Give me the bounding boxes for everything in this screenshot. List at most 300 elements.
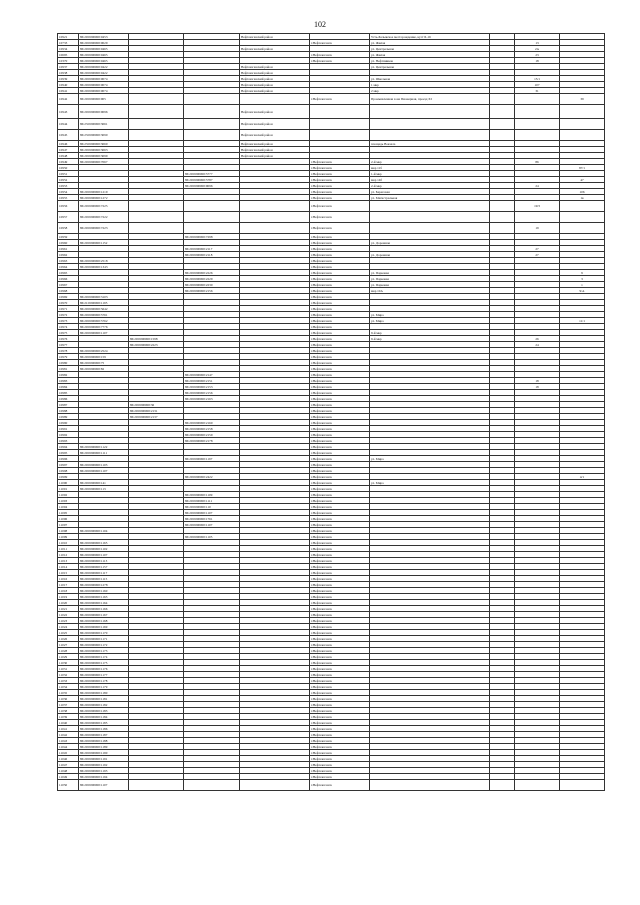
cadastral-number-a-cell: 86:20:0000000:1179 <box>79 684 129 690</box>
cadastral-number-a-cell: 86:20:0000000:1113 <box>79 558 129 564</box>
cadastral-number-a-cell: 86:23:0000000:3061 <box>79 119 129 130</box>
cadastral-number-a-cell: 86:20:0000000:1160 <box>79 588 129 594</box>
address-cell: ул. Мира <box>370 318 490 324</box>
cadastral-number-a-cell: 86:20:0000000:5762 <box>79 318 129 324</box>
city-cell: г.Нефтеюганск <box>310 528 370 534</box>
table-row <box>58 105 605 119</box>
row-number-cell: 11008 <box>58 528 79 534</box>
cadastral-number-a-cell: 86:20:0000000:1181 <box>79 696 129 702</box>
city-cell: г.Нефтеюганск <box>310 624 370 630</box>
row-number-cell: 10988 <box>58 408 79 414</box>
city-cell: г.Нефтеюганск <box>310 426 370 432</box>
row-number-cell: 11005 <box>58 510 79 516</box>
city-cell: г.Нефтеюганск <box>310 390 370 396</box>
district-cell <box>240 201 310 212</box>
cadastral-number-a-cell: 86:20:0000000:1185 <box>79 720 129 726</box>
row-number-cell: 10951 <box>58 171 79 177</box>
cadastral-number-a-cell: 86:20:0000000:1171 <box>79 636 129 642</box>
city-cell: г.Нефтеюганск <box>310 384 370 390</box>
city-cell: г.Нефтеюганск <box>310 456 370 462</box>
cadastral-number-c-cell: 86:20:0000000:5787 <box>184 177 240 183</box>
cadastral-number-c-cell: 86:20:0000000:2147 <box>184 372 240 378</box>
city-cell: г.Нефтеюганск <box>310 420 370 426</box>
cadastral-number-a-cell: 86:20:0000000:1157 <box>79 564 129 570</box>
city-cell: г.Нефтеюганск <box>310 288 370 294</box>
city-cell: г.Нефтеюганск <box>310 52 370 58</box>
cadastral-number-a-cell: 86:23:0000000:3090 <box>79 130 129 141</box>
city-cell: г.Нефтеюганск <box>310 546 370 552</box>
city-cell: г.Нефтеюганск <box>310 726 370 732</box>
cadastral-number-a-cell: 86:20:0000000:7223 <box>79 223 129 234</box>
city-cell <box>310 105 370 119</box>
cadastral-number-a-cell: 86:20:0000000:82 <box>79 366 129 372</box>
extra-cell <box>490 212 515 223</box>
table-row <box>58 201 605 212</box>
city-cell <box>310 130 370 141</box>
house-number-cell: 19/3 <box>515 201 560 212</box>
table-row <box>58 223 605 234</box>
cadastral-number-c-cell <box>184 780 240 791</box>
extra-cell <box>490 105 515 119</box>
district-cell <box>240 94 310 105</box>
row-number-cell: 10981 <box>58 366 79 372</box>
city-cell: г.Нефтеюганск <box>310 606 370 612</box>
cadastral-number-a-cell: 86:20:0000000:1182 <box>79 702 129 708</box>
row-number-cell: 11035 <box>58 690 79 696</box>
cadastral-number-a-cell: 86:20:0000000:1178 <box>79 678 129 684</box>
address-cell <box>370 201 490 212</box>
city-cell: г.Нефтеюганск <box>310 360 370 366</box>
cadastral-number-c-cell: 86:20:0000000:2158 <box>184 426 240 432</box>
district-cell <box>240 780 310 791</box>
city-cell: г.Нефтеюганск <box>310 750 370 756</box>
row-number-cell: 10976 <box>58 336 79 342</box>
building-number-cell <box>560 212 605 223</box>
row-number-cell: 11003 <box>58 498 79 504</box>
cadastral-number-b-cell: 86:20:0000000:36 <box>129 402 184 408</box>
house-number-cell <box>515 105 560 119</box>
city-cell: г.Нефтеюганск <box>310 276 370 282</box>
table-row <box>58 212 605 223</box>
table-row <box>58 130 605 141</box>
cadastral-number-a-cell: 86:20:0000000:0453 <box>79 34 129 40</box>
city-cell: г.Нефтеюганск <box>310 582 370 588</box>
city-cell: г.Нефтеюганск <box>310 318 370 324</box>
city-cell: г.Нефтеюганск <box>310 366 370 372</box>
city-cell: г.Нефтеюганск <box>310 40 370 46</box>
row-number-cell: 11044 <box>58 744 79 750</box>
district-cell: Нефтеюганский район <box>240 105 310 119</box>
cadastral-number-a-cell: 86:20:0000000:2518 <box>79 258 129 264</box>
city-cell: г.Нефтеюганск <box>310 714 370 720</box>
city-cell: г.Нефтеюганск <box>310 492 370 498</box>
building-number-cell: 4/1 <box>560 474 605 480</box>
cadastral-number-c-cell <box>184 130 240 141</box>
city-cell: г.Нефтеюганск <box>310 414 370 420</box>
city-cell: г.Нефтеюганск <box>310 564 370 570</box>
city-cell: г.Нефтеюганск <box>310 444 370 450</box>
cadastral-number-a-cell: 86:20:0000000:1107 <box>79 330 129 336</box>
cadastral-number-a-cell: 86:20:0000000:1167 <box>79 612 129 618</box>
district-cell: Нефтеюганский район <box>240 64 310 70</box>
city-cell: г.Нефтеюганск <box>310 195 370 201</box>
cadastral-number-c-cell: 86:20:0000000:110 <box>184 504 240 510</box>
cadastral-number-c-cell: 86:20:0000000:1109 <box>184 492 240 498</box>
row-number-cell: 10991 <box>58 426 79 432</box>
building-number-cell: 3 <box>560 276 605 282</box>
city-cell: г.Нефтеюганск <box>310 768 370 774</box>
city-cell: г.Нефтеюганск <box>310 306 370 312</box>
cadastral-number-a-cell: 86:20:0000000:1186 <box>79 726 129 732</box>
address-cell: ул. Парковая <box>370 270 490 276</box>
cadastral-number-a-cell: 86:20:0000000:1187 <box>79 732 129 738</box>
building-number-cell: 39 <box>560 94 605 105</box>
house-number-cell: 18 <box>515 58 560 64</box>
extra-cell <box>490 780 515 791</box>
building-number-cell: 106 <box>560 189 605 195</box>
row-number-cell: 10950 <box>58 165 79 171</box>
city-cell: г.Нефтеюганск <box>310 300 370 306</box>
row-number-cell: 11037 <box>58 702 79 708</box>
cadastral-number-a-cell: 86:20:0000000:1343 <box>79 264 129 270</box>
cadastral-number-a-cell: 86:20:0000000:0465 <box>79 52 129 58</box>
city-cell: г.Нефтеюганск <box>310 570 370 576</box>
city-cell: г.Нефтеюганск <box>310 348 370 354</box>
row-number-cell: 10733 <box>58 40 79 46</box>
row-number-cell: 11043 <box>58 738 79 744</box>
city-cell: г.Нефтеюганск <box>310 438 370 444</box>
cadastral-number-a-cell: 86:20:0000000:1103 <box>79 462 129 468</box>
cadastral-number-a-cell: 86:20:0000000:1173 <box>79 648 129 654</box>
row-number-cell: 11031 <box>58 666 79 672</box>
cadastral-number-a-cell: 86:20:0000000:0465 <box>79 58 129 64</box>
row-number-cell: 10987 <box>58 402 79 408</box>
city-cell: г.Нефтеюганск <box>310 201 370 212</box>
address-cell: ул. Дорожная <box>370 252 490 258</box>
cadastral-number-a-cell: 86:20:0000000:1192 <box>79 762 129 768</box>
cadastral-number-a-cell: 86:20:0000000:2524 <box>79 348 129 354</box>
cadastral-number-a-cell: 86:20:0000000:0465 <box>79 46 129 52</box>
city-cell: г.Нефтеюганск <box>310 294 370 300</box>
address-cell: мкр 11б <box>370 165 490 171</box>
row-number-cell: 11006 <box>58 516 79 522</box>
building-number-cell <box>560 201 605 212</box>
extra-cell <box>490 94 515 105</box>
row-number-cell: 10962 <box>58 252 79 258</box>
row-number-cell: 10965 <box>58 270 79 276</box>
cadastral-number-c-cell: 86:20:0000000:7298 <box>184 234 240 240</box>
house-number-cell: 18 <box>515 384 560 390</box>
address-cell <box>370 223 490 234</box>
city-cell: г.Нефтеюганск <box>310 774 370 780</box>
cadastral-number-a-cell: 86:20:0000000:1184 <box>79 714 129 720</box>
address-cell: ул. Магистральная <box>370 195 490 201</box>
city-cell: г.Нефтеюганск <box>310 738 370 744</box>
cadastral-number-c-cell: 86:20:0000000:2151 <box>184 378 240 384</box>
city-cell: г.Нефтеюганск <box>310 744 370 750</box>
district-cell: Нефтеюганский район <box>240 34 310 40</box>
cadastral-number-a-cell: 86:21:0000000:1195 <box>79 300 129 306</box>
cadastral-number-a-cell: 86:20:0000000:0422 <box>79 64 129 70</box>
district-cell: Нефтеюганский район <box>240 147 310 153</box>
cadastral-number-a-cell: 86:20:0000000:1164 <box>79 600 129 606</box>
city-cell: г.Нефтеюганск <box>310 177 370 183</box>
row-number-cell: 10958 <box>58 223 79 234</box>
cadastral-number-a-cell: 86:20:0000000:1176 <box>79 666 129 672</box>
city-cell: г.Нефтеюганск <box>310 189 370 195</box>
city-cell: г.Нефтеюганск <box>310 708 370 714</box>
row-number-cell: 10985 <box>58 390 79 396</box>
city-cell: г.Нефтеюганск <box>310 342 370 348</box>
cadastral-number-a-cell: 86:20:0000000:7225 <box>79 201 129 212</box>
cadastral-number-a-cell: 86:20:0000000:0422 <box>79 70 129 76</box>
address-cell <box>370 105 490 119</box>
cadastral-number-a-cell: 86:20:0000000:1188 <box>79 738 129 744</box>
cadastral-number-a-cell: 86:20:0000000:1102 <box>79 546 129 552</box>
table-row <box>58 94 605 105</box>
row-number-cell: 11010 <box>58 540 79 546</box>
city-cell: г.Нефтеюганск <box>310 780 370 791</box>
city-cell: г.Нефтеюганск <box>310 660 370 666</box>
row-number-cell: 10980 <box>58 360 79 366</box>
cadastral-number-a-cell: 86:20:0000000:7776 <box>79 324 129 330</box>
table-row <box>58 780 605 791</box>
address-cell: ул. Жилая <box>370 40 490 46</box>
cadastral-number-c-cell <box>184 105 240 119</box>
address-cell: площадь Вокзала <box>370 141 490 147</box>
row-number-cell: 10959 <box>58 234 79 240</box>
row-number-cell: 11038 <box>58 708 79 714</box>
cadastral-number-a-cell: 86:20:0000000:1152 <box>79 240 129 246</box>
city-cell: г.Нефтеюганск <box>310 720 370 726</box>
row-number-cell: 11021 <box>58 606 79 612</box>
address-cell <box>370 780 490 791</box>
city-cell: г.Нефтеюганск <box>310 234 370 240</box>
address-cell: ул. Парковая <box>370 276 490 282</box>
cadastral-number-a-cell: 86:20:0000000:159 <box>79 354 129 360</box>
house-number-cell: 27 <box>515 252 560 258</box>
cadastral-number-c-cell <box>184 94 240 105</box>
city-cell: г.Нефтеюганск <box>310 282 370 288</box>
city-cell: г.Нефтеюганск <box>310 510 370 516</box>
cadastral-number-a-cell: 86:20:0000000:3103 <box>79 294 129 300</box>
cadastral-number-b-cell <box>129 94 184 105</box>
cadastral-number-c-cell: 86:20:0000000:2117 <box>184 246 240 252</box>
district-cell: Нефтеюганский район <box>240 119 310 130</box>
address-cell: мкр 10А <box>370 288 490 294</box>
cadastral-number-a-cell: 86:20:0000000:1117 <box>79 570 129 576</box>
cadastral-number-a-cell: 86:20:0000000:3099 <box>79 153 129 159</box>
row-number-cell: 10972 <box>58 312 79 318</box>
cadastral-number-a-cell: 86:20:0000000:1219 <box>79 189 129 195</box>
city-cell: г.Нефтеюганск <box>310 223 370 234</box>
city-cell: г.Нефтеюганск <box>310 636 370 642</box>
cadastral-number-a-cell: 86:20:0000000:0074 <box>79 82 129 88</box>
city-cell: г.Нефтеюганск <box>310 756 370 762</box>
district-cell: Нефтеюганский район <box>240 141 310 147</box>
row-number-cell: 10934 <box>58 46 79 52</box>
city-cell: г.Нефтеюганск <box>310 594 370 600</box>
cadastral-number-a-cell: 86:20:0000000:1115 <box>79 576 129 582</box>
house-number-cell <box>515 94 560 105</box>
city-cell: г.Нефтеюганск <box>310 654 370 660</box>
cadastral-number-a-cell: 86:20:0000000:5761 <box>79 312 129 318</box>
city-cell: г.Нефтеюганск <box>310 432 370 438</box>
district-cell <box>240 223 310 234</box>
row-number-cell: 10939 <box>58 76 79 82</box>
house-number-cell: 24 <box>515 342 560 348</box>
district-cell: Нефтеюганский район <box>240 76 310 82</box>
city-cell: г.Нефтеюганск <box>310 396 370 402</box>
row-number-cell: 10977 <box>58 342 79 348</box>
city-cell: г.Нефтеюганск <box>310 702 370 708</box>
city-cell: г.Нефтеюганск <box>310 732 370 738</box>
row-number-cell: 11050 <box>58 780 79 791</box>
cadastral-number-a-cell: 86:20:0000000:1163 <box>79 594 129 600</box>
row-number-cell: 10992 <box>58 432 79 438</box>
address-cell: ул. Мира <box>370 312 490 318</box>
cadastral-number-c-cell: 86:20:0000000:2156 <box>184 288 240 294</box>
cadastral-number-b-cell <box>129 201 184 212</box>
building-number-cell <box>560 105 605 119</box>
row-number-cell: 10983 <box>58 378 79 384</box>
cadastral-number-a-cell: 86:20:0000000:1111 <box>79 450 129 456</box>
cadastral-number-c-cell <box>184 119 240 130</box>
city-cell <box>310 119 370 130</box>
city-cell: г.Нефтеюганск <box>310 588 370 594</box>
row-number-cell: 10984 <box>58 384 79 390</box>
city-cell: г.Нефтеюганск <box>310 504 370 510</box>
cadastral-number-c-cell: 86:20:0000000:2118 <box>184 252 240 258</box>
cadastral-number-a-cell: 86:20:0000000:113 <box>79 486 129 492</box>
cadastral-number-a-cell: 86:20:0000000:0074 <box>79 76 129 82</box>
row-number-cell: 11020 <box>58 600 79 606</box>
cadastral-number-b-cell: 86:20:0000000:1598 <box>129 336 184 342</box>
row-number-cell: 10979 <box>58 354 79 360</box>
cadastral-number-c-cell: 86:20:0000000:5777 <box>184 171 240 177</box>
registry-table-body <box>58 34 605 791</box>
row-number-cell: 10963 <box>58 258 79 264</box>
cadastral-number-a-cell: 86:20:0000000:1107 <box>79 780 129 791</box>
row-number-cell: 10944 <box>58 119 79 130</box>
row-number-cell: 11029 <box>58 654 79 660</box>
row-number-cell: 10968 <box>58 288 79 294</box>
district-cell: Нефтеюганский район <box>240 153 310 159</box>
row-number-cell: 11004 <box>58 504 79 510</box>
cadastral-number-b-cell <box>129 119 184 130</box>
row-number-cell: 11017 <box>58 582 79 588</box>
city-cell: г.Нефтеюганск <box>310 354 370 360</box>
district-cell: Нефтеюганский район <box>240 70 310 76</box>
city-cell: г.Нефтеюганск <box>310 270 370 276</box>
cadastral-number-a-cell: 86:20:0000000:1177 <box>79 672 129 678</box>
city-cell: г.Нефтеюганск <box>310 165 370 171</box>
district-cell: Нефтеюганский район <box>240 46 310 52</box>
cadastral-number-a-cell: 86:20:0000000:1183 <box>79 708 129 714</box>
row-number-cell: 10995 <box>58 450 79 456</box>
address-cell: ул. Береговая <box>370 189 490 195</box>
city-cell: г.Нефтеюганск <box>310 330 370 336</box>
row-number-cell: 10954 <box>58 189 79 195</box>
address-cell: 1-й мкр <box>370 171 490 177</box>
row-number-cell: 10943 <box>58 105 79 119</box>
row-number-cell: 11016 <box>58 576 79 582</box>
cadastral-number-b-cell <box>129 105 184 119</box>
row-number-cell: 11049 <box>58 774 79 780</box>
cadastral-number-a-cell: 86:20:0000000:1107 <box>79 468 129 474</box>
cadastral-number-a-cell: 86:20:0000000:0029 <box>79 40 129 46</box>
city-cell: г.Нефтеюганск <box>310 94 370 105</box>
city-cell: г.Нефтеюганск <box>310 486 370 492</box>
cadastral-number-b-cell <box>129 223 184 234</box>
cadastral-number-a-cell: 86:20:0000000:1191 <box>79 756 129 762</box>
cadastral-number-a-cell: 86:20:0000000:1165 <box>79 540 129 546</box>
cadastral-number-c-cell: 86:20:0000000:9096 <box>184 183 240 189</box>
cadastral-number-c-cell: 86:20:0000000:2159 <box>184 432 240 438</box>
row-number-cell: 10966 <box>58 276 79 282</box>
cadastral-number-b-cell: 86:20:0000000:2131 <box>129 408 184 414</box>
address-cell: Усть-Балыкское месторождение, куст Б-16 <box>370 34 490 40</box>
row-number-cell: 10955 <box>58 195 79 201</box>
row-number-cell: 11028 <box>58 648 79 654</box>
row-number-cell: 10971 <box>58 306 79 312</box>
cadastral-number-c-cell: 86:20:0000000:2156 <box>184 390 240 396</box>
cadastral-number-c-cell: 86:20:0000000:2163 <box>184 396 240 402</box>
city-cell: г.Нефтеюганск <box>310 600 370 606</box>
city-cell: г.Нефтеюганск <box>310 450 370 456</box>
house-number-cell: 15/1 <box>515 76 560 82</box>
row-number-cell: 10921 <box>58 34 79 40</box>
cadastral-number-a-cell: 86:20:0000000:1189 <box>79 744 129 750</box>
house-number-cell: 19 <box>515 223 560 234</box>
city-cell: г.Нефтеюганск <box>310 666 370 672</box>
address-cell: ул. Центральная <box>370 46 490 52</box>
row-number-cell: 11024 <box>58 624 79 630</box>
city-cell: г.Нефтеюганск <box>310 183 370 189</box>
row-number-cell: 10948 <box>58 153 79 159</box>
cadastral-number-a-cell: 86:20:0000000:1272 <box>79 195 129 201</box>
row-number-cell: 10993 <box>58 438 79 444</box>
cadastral-number-c-cell: 86:20:0000000:2178 <box>184 438 240 444</box>
city-cell: г.Нефтеюганск <box>310 474 370 480</box>
row-number-cell: 10969 <box>58 294 79 300</box>
cadastral-number-b-cell <box>129 130 184 141</box>
city-cell: г.Нефтеюганск <box>310 408 370 414</box>
cadastral-number-a-cell: 86:20:0000000:1170 <box>79 630 129 636</box>
row-number-cell: 10956 <box>58 201 79 212</box>
cadastral-number-c-cell: 86:20:0000000:1107 <box>184 510 240 516</box>
cadastral-number-a-cell: 86:20:0000000:1175 <box>79 660 129 666</box>
row-number-cell: 10986 <box>58 396 79 402</box>
city-cell: г.Нефтеюганск <box>310 171 370 177</box>
cadastral-number-a-cell: 86:20:0000000:1278 <box>79 582 129 588</box>
city-cell: г.Нефтеюганск <box>310 618 370 624</box>
cadastral-number-a-cell: 86:20:0000000:1166 <box>79 606 129 612</box>
city-cell: г.Нефтеюганск <box>310 552 370 558</box>
cadastral-number-c-cell: 86:20:0000000:1197 <box>184 456 240 462</box>
city-cell: г.Нефтеюганск <box>310 58 370 64</box>
address-cell: ул. Жилая <box>370 52 490 58</box>
registry-table <box>57 33 605 791</box>
address-cell: 9-й мкр <box>370 330 490 336</box>
row-number-cell: 11048 <box>58 768 79 774</box>
cadastral-number-a-cell: 86:20:0000000:1174 <box>79 654 129 660</box>
row-number-cell: 11002 <box>58 492 79 498</box>
city-cell: г.Нефтеюганск <box>310 336 370 342</box>
city-cell: г.Нефтеюганск <box>310 672 370 678</box>
cadastral-number-a-cell: 86:23:0000000:3060 <box>79 141 129 147</box>
row-number-cell: 10996 <box>58 456 79 462</box>
